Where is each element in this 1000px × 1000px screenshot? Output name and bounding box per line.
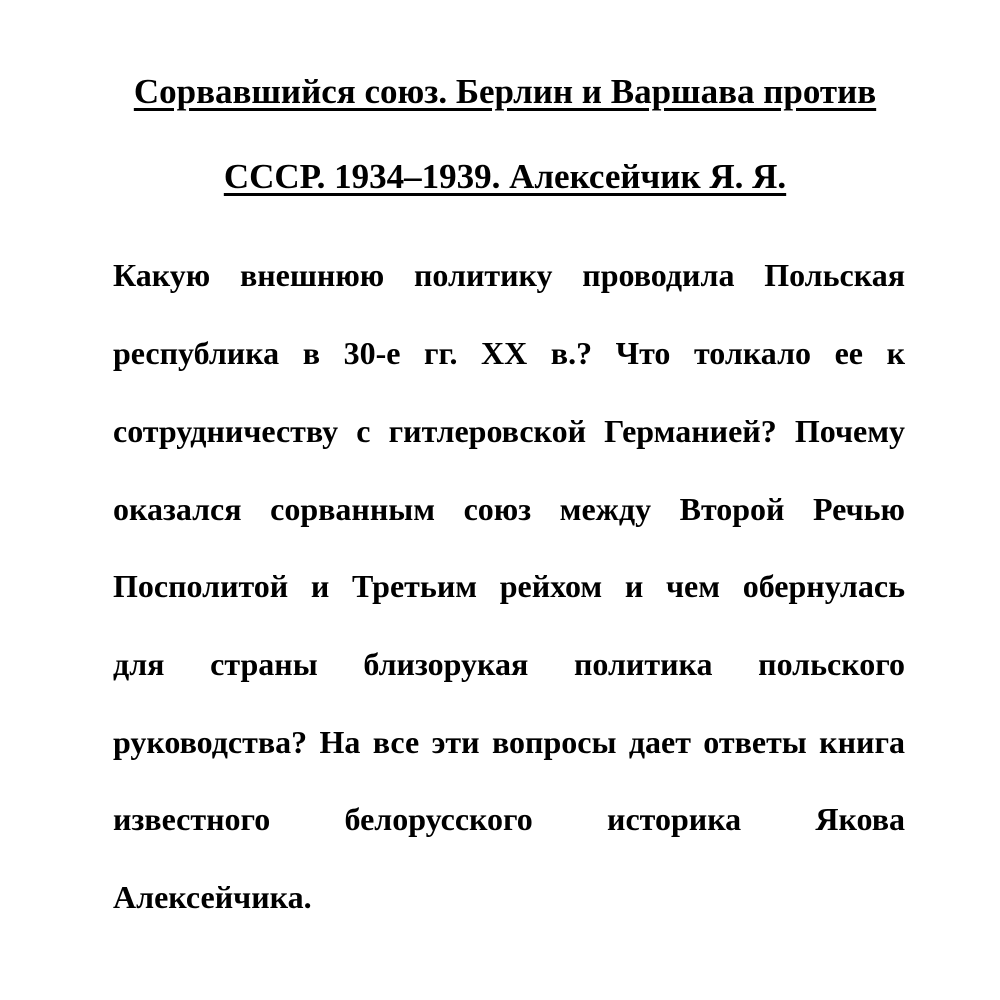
description-line-6: для страны близорукая политика польского bbox=[113, 646, 905, 682]
description-line-8: известного белорусского историка Якова bbox=[113, 801, 905, 837]
description-line-5: Посполитой и Третьим рейхом и чем обернулась bbox=[113, 568, 905, 604]
book-title-line-2: СССР. 1934–1939. Алексейчик Я. Я. bbox=[223, 157, 787, 196]
description-line-7: руководства? На все эти вопросы дает ответы книга bbox=[113, 724, 905, 760]
description-line-2: республика в 30-е гг. XX в.? Что толкало ее к bbox=[113, 335, 905, 371]
description-line-9: Алексейчика. bbox=[113, 879, 312, 915]
book-title-line-1: Сорвавшийся союз. Берлин и Варшава против bbox=[133, 72, 877, 111]
description-line-4: оказался сорванным союз между Второй Речью bbox=[113, 491, 905, 527]
description-line-1: Какую внешнюю политику проводила Польская bbox=[113, 257, 905, 293]
description-line-3: сотрудничеству с гитлеровской Германией? Почему bbox=[113, 413, 905, 449]
